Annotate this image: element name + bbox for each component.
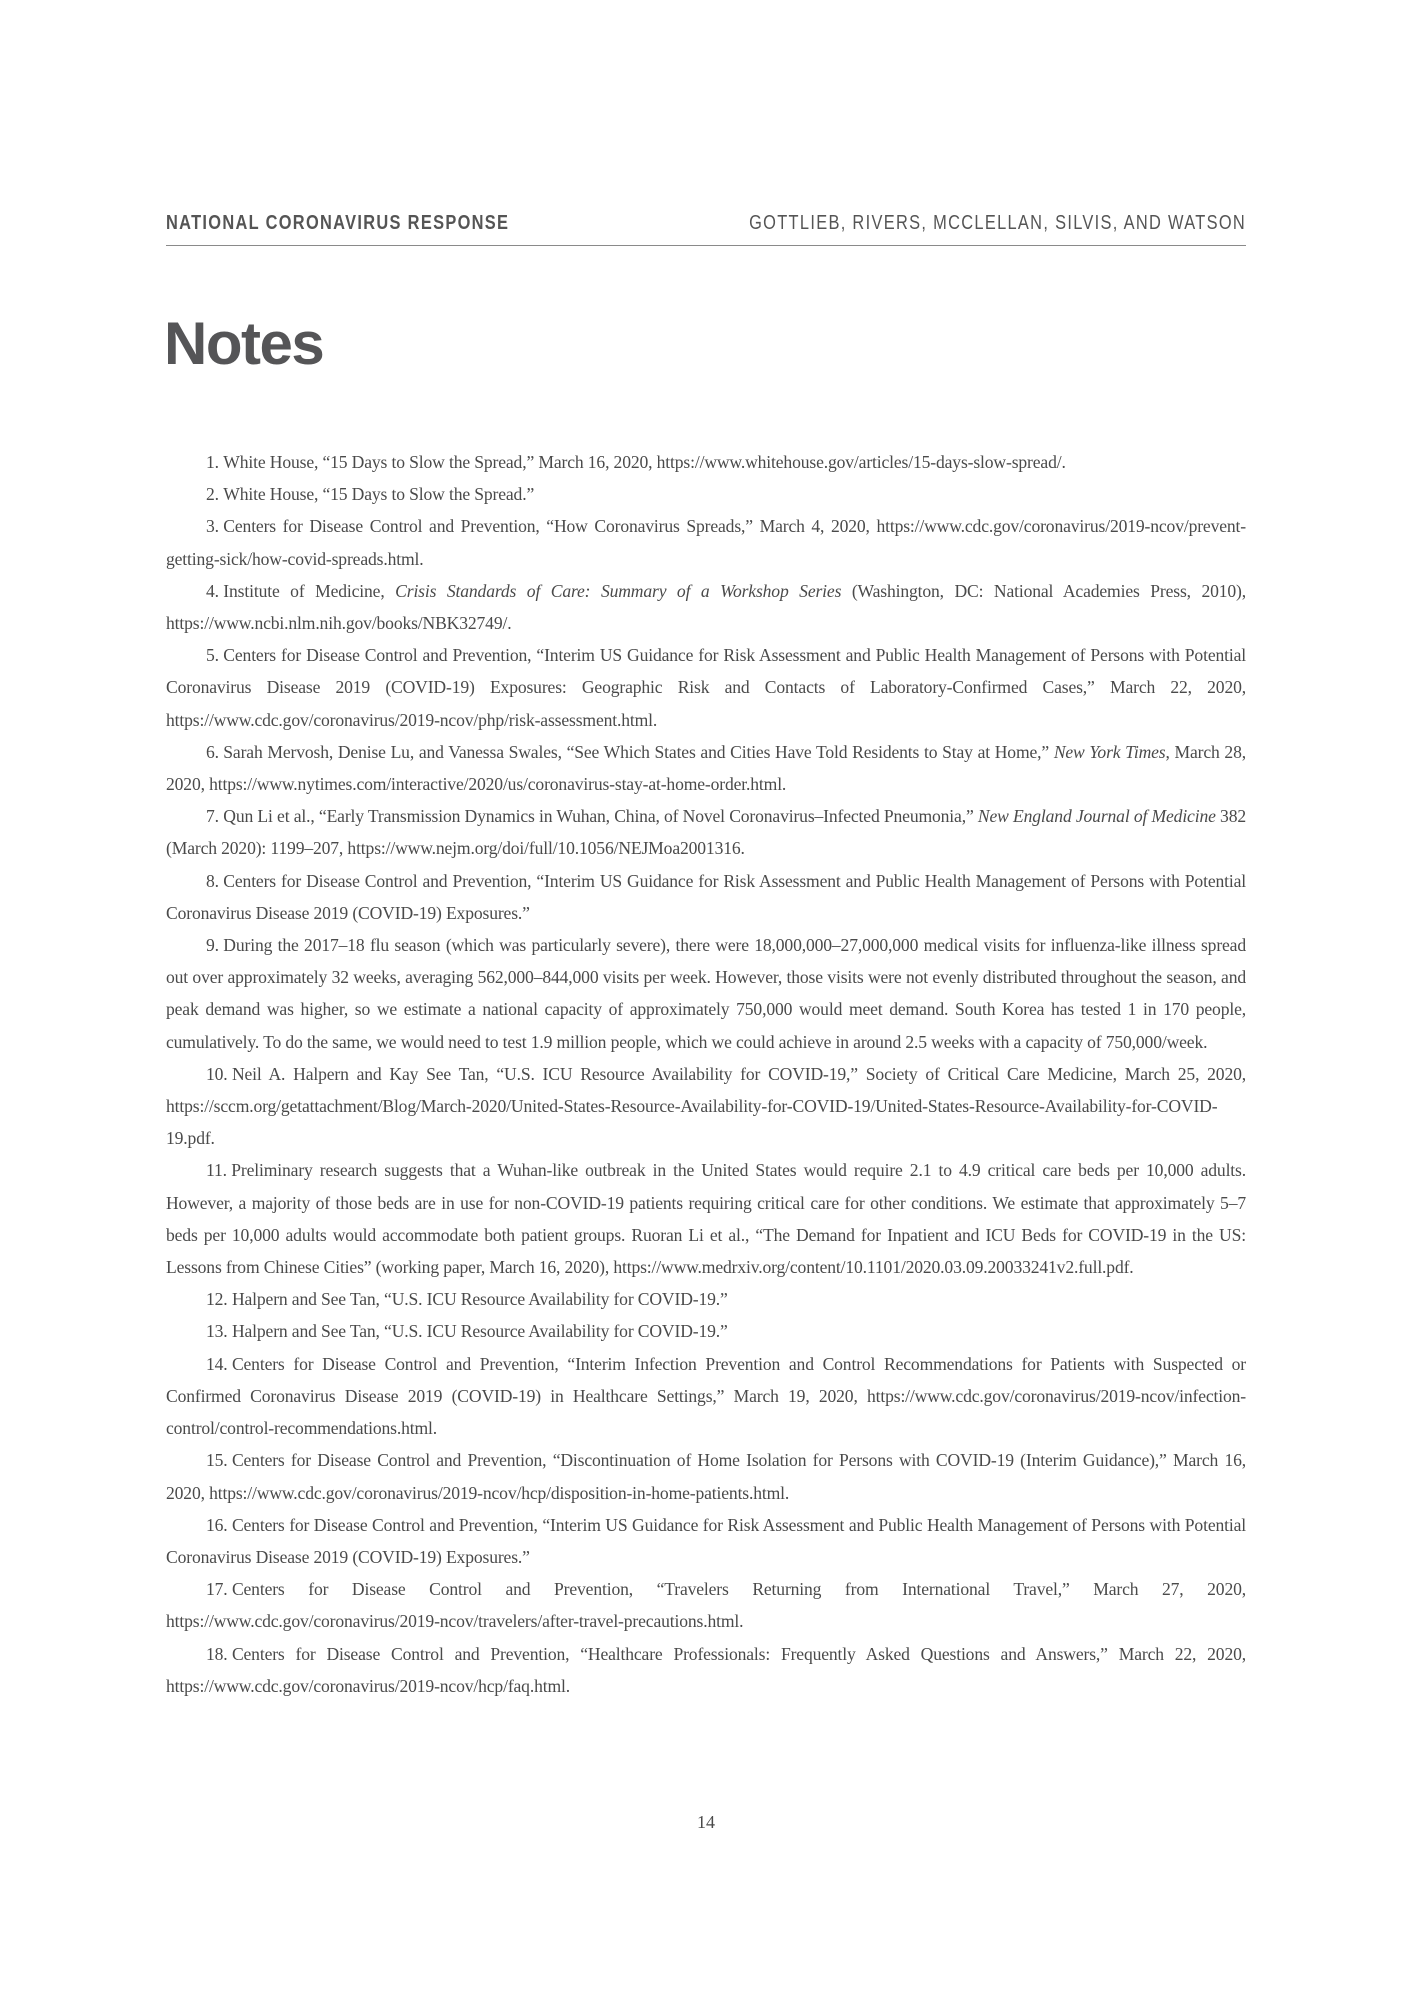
note-number: 2. [206, 484, 219, 505]
notes-list [166, 446, 1246, 1702]
note-number: 8. [206, 870, 219, 891]
note-text: 382 (March 2020): 1199–207, https://www.nejm.org/doi/full/10.1056/NEJMoa2001316. [166, 806, 1246, 859]
note-item [166, 865, 1246, 929]
note-item [166, 1058, 1246, 1155]
note-item [166, 1348, 1246, 1445]
note-text: Preliminary research suggests that a Wuhan-like outbreak in the United States would require 2.1 to 4.9 critical care beds per 10,000 adults. However, a majority of those beds are in use for non-COVID-19 patients requiring critical care for other conditions. We estimate that approximately 5–7 beds per 10,000 adults would accommodate both patient groups. Ruoran Li et al., “The Demand for Inpatient and ICU Beds for COVID-19 in the US: Lessons from Chinese Cities” (working paper, March 16, 2020), https://www.medrxiv.org/content/10.1101/2020.03.09.20033241v2.full.pdf. [166, 1160, 1246, 1278]
note-item [166, 800, 1246, 864]
note-text: Halpern and See Tan, “U.S. ICU Resource Availability for COVID-19.” [231, 1289, 728, 1310]
note-number: 9. [206, 935, 219, 956]
note-text: Centers for Disease Control and Prevention, “Interim US Guidance for Risk Assessment and Public Health Management of Persons with Potential Coronavirus Disease 2019 (COVID-19) Exposures.” [166, 870, 1246, 923]
note-italic-title: New York Times [1053, 741, 1166, 762]
note-text: Centers for Disease Control and Prevention, “Interim US Guidance for Risk Assessment and Public Health Management of Persons with Potential Coronavirus Disease 2019 (COVID-19) Exposures.” [166, 1514, 1246, 1567]
note-item [166, 1315, 1246, 1347]
authors-list: GOTTLIEB, RIVERS, MCCLELLAN, SILVIS, AND WATSON [749, 212, 1246, 234]
note-text: Centers for Disease Control and Prevention, “Discontinuation of Home Isolation for Persons with COVID-19 (Interim Guidance),” March 16, 2020, https://www.cdc.gov/coronavirus/2019-ncov/hcp/disposition-in-home-patients.html. [166, 1450, 1246, 1503]
note-text: Centers for Disease Control and Prevention, “How Coronavirus Spreads,” March 4, 2020, https://www.cdc.gov/coronavirus/2019-ncov/prevent-getting-sick/how-covid-spreads.html. [166, 516, 1246, 569]
note-number: 12. [206, 1289, 228, 1310]
note-text: Halpern and See Tan, “U.S. ICU Resource Availability for COVID-19.” [231, 1321, 728, 1342]
note-text: Centers for Disease Control and Prevention, “Travelers Returning from International Travel,” March 27, 2020, https://www.cdc.gov/coronavirus/2019-ncov/travelers/after-travel-precautions.html. [166, 1579, 1246, 1632]
note-item [166, 1573, 1246, 1637]
note-number: 6. [206, 741, 219, 762]
note-item [166, 1509, 1246, 1573]
note-item [166, 1283, 1246, 1315]
note-number: 14. [206, 1353, 228, 1374]
note-number: 18. [206, 1643, 228, 1664]
note-item [166, 1444, 1246, 1508]
note-text: Centers for Disease Control and Prevention, “Interim US Guidance for Risk Assessment and Public Health Management of Persons with Potential Coronavirus Disease 2019 (COVID-19) Exposures: Geographic Risk and Contacts of Laboratory-Confirmed Cases,” March 22, 2020, https://www.cdc.gov/coronavirus/2019-ncov/php/risk-assessment.html. [166, 645, 1246, 730]
note-text: Centers for Disease Control and Prevention, “Interim Infection Prevention and Control Recommendations for Patients with Suspected or Confirmed Coronavirus Disease 2019 (COVID-19) in Healthcare Settings,” March 19, 2020, https://www.cdc.gov/coronavirus/2019-ncov/infection-control/control-recommendations.html. [166, 1353, 1246, 1439]
running-header [166, 211, 1246, 246]
note-item [166, 446, 1246, 478]
note-item [166, 478, 1246, 510]
note-italic-title: Crisis Standards of Care: Summary of a Workshop Series [395, 580, 842, 601]
note-italic-title: New England Journal of Medicine [977, 806, 1216, 827]
note-text: (Washington, DC: National Academies Press, 2010), https://www.ncbi.nlm.nih.gov/books/NBK32749/. [166, 580, 1246, 634]
note-number: 10. [206, 1063, 228, 1084]
note-number: 3. [206, 516, 219, 537]
note-text: White House, “15 Days to Slow the Spread,” March 16, 2020, https://www.whitehouse.gov/articles/15-days-slow-spread/. [223, 452, 1066, 472]
note-text: Neil A. Halpern and Kay See Tan, “U.S. ICU Resource Availability for COVID-19,” Society of Critical Care Medicine, March 25, 2020, https://sccm.org/getattachment/Blog/March-2020/United-States-Resource-Availability-for-COVID-19/United-States-Resource-Availability-for-COVID-19.pdf. [166, 1063, 1246, 1149]
note-number: 1. [206, 452, 219, 472]
note-text: Sarah Mervosh, Denise Lu, and Vanessa Swales, “See Which States and Cities Have Told Residents to Stay at Home,” [223, 741, 1054, 762]
note-number: 16. [206, 1514, 228, 1535]
note-item [166, 1638, 1246, 1702]
note-item [166, 736, 1246, 800]
note-number: 13. [206, 1321, 228, 1342]
note-text: During the 2017–18 flu season (which was particularly severe), there were 18,000,000–27,000,000 medical visits for influenza-like illness spread out over approximately 32 weeks, averaging 562,000–844,000 visits per week. However, those visits were not evenly distributed throughout the season, and peak demand was higher, so we estimate a national capacity of approximately 750,000 would meet demand. South Korea has tested 1 in 170 people, cumulatively. To do the same, we would need to test 1.9 million people, which we could achieve in around 2.5 weeks with a capacity of 750,000/week. [166, 935, 1246, 1052]
note-number: 5. [206, 645, 219, 666]
note-text: Qun Li et al., “Early Transmission Dynamics in Wuhan, China, of Novel Coronavirus–Infected Pneumonia,” [223, 806, 978, 827]
note-item [166, 929, 1246, 1058]
note-number: 7. [206, 806, 219, 827]
report-title: NATIONAL CORONAVIRUS RESPONSE [166, 212, 510, 234]
note-number: 17. [206, 1579, 228, 1600]
note-text: , March 28, 2020, https://www.nytimes.com/interactive/2020/us/coronavirus-stay-at-home-order.html. [166, 741, 1246, 795]
note-text: Institute of Medicine, [223, 580, 396, 601]
note-number: 15. [206, 1450, 228, 1471]
note-number: 11. [206, 1160, 227, 1181]
note-item [166, 1154, 1246, 1283]
note-number: 4. [206, 580, 219, 601]
page-number: 14 [697, 1812, 715, 1832]
note-text: Centers for Disease Control and Prevention, “Healthcare Professionals: Frequently Asked Questions and Answers,” March 22, 2020, https://www.cdc.gov/coronavirus/2019-ncov/hcp/faq.html. [166, 1643, 1246, 1696]
note-text: White House, “15 Days to Slow the Spread.” [223, 484, 535, 505]
page-title: Notes [164, 310, 324, 377]
note-item [166, 639, 1246, 736]
note-item [166, 575, 1246, 639]
note-item [166, 510, 1246, 574]
